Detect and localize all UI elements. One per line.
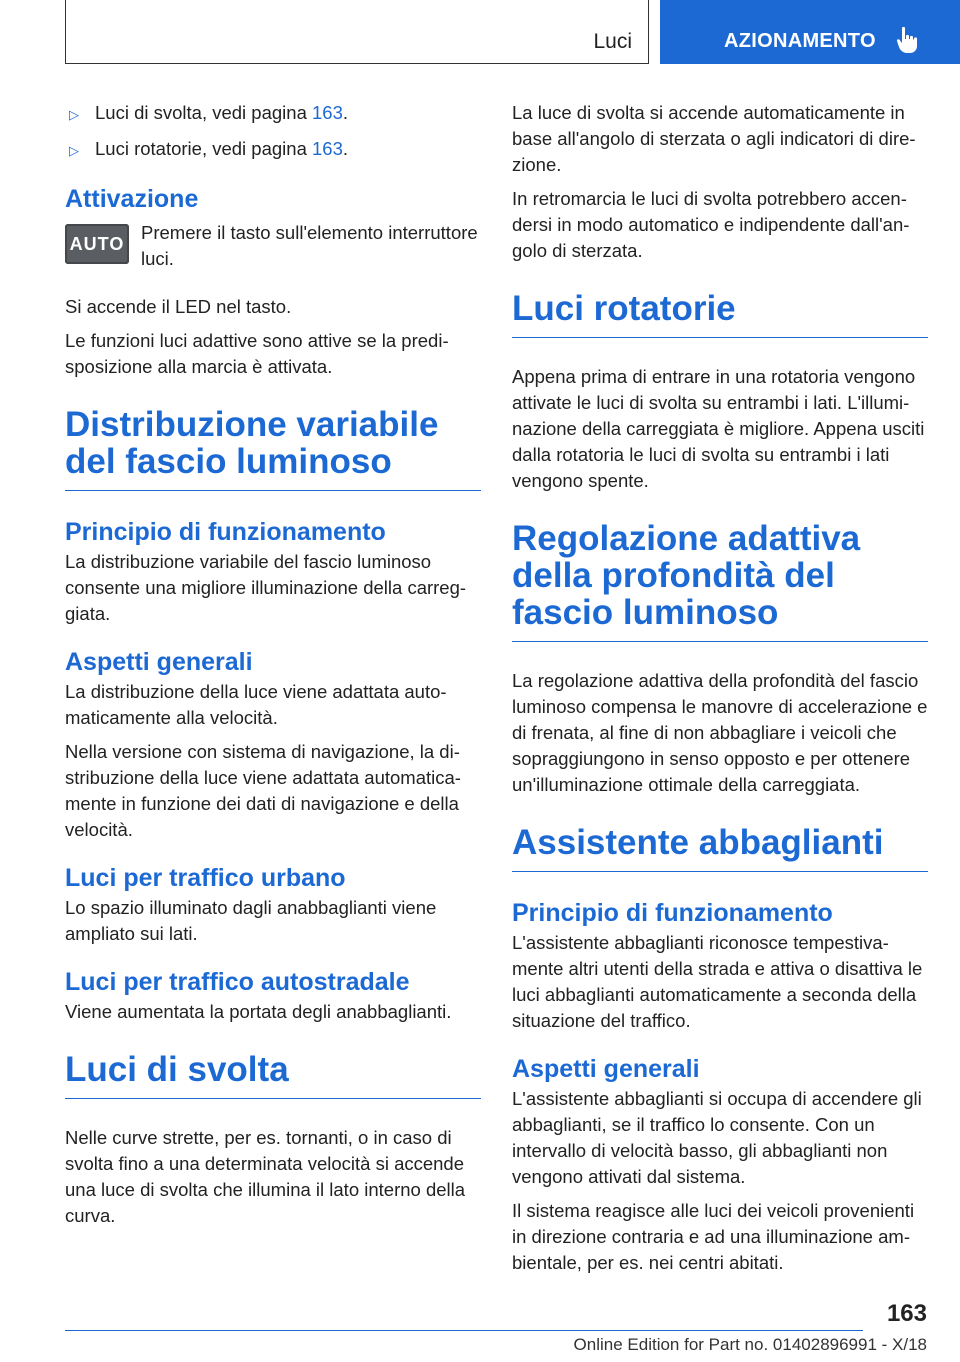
page-number: 163 xyxy=(886,1300,927,1327)
paragraph: Viene aumentata la portata degli anabbaglianti. xyxy=(65,1001,452,1022)
bullet-tail: . xyxy=(342,138,349,159)
heading-attivazione: Attivazione xyxy=(65,185,199,213)
heading-luci-di-svolta: Luci di svolta xyxy=(65,1051,481,1099)
paragraph: Si accende il LED nel tasto. xyxy=(65,296,292,317)
paragraph: Lo spazio illuminato dagli anabbaglianti viene ampliato sui lati. xyxy=(65,897,437,944)
paragraph: Nelle curve strette, per es. tornanti, o in caso di svolta fino a una determinata velocità si accende una luce di svolta che illumina il lato interno della curva. xyxy=(65,1127,466,1226)
left-column xyxy=(65,100,481,1237)
paragraph: La distribuzione della luce viene adattata automaticamente alla velocità. xyxy=(65,681,447,728)
triangle-bullet-icon: ▷ xyxy=(69,143,79,158)
bullet-text: Luci rotatorie, vedi pagina xyxy=(95,138,312,159)
chapter-tab-label: AZIONAMENTO xyxy=(724,30,876,52)
heading-assistente-abbaglianti: Assistente abbaglianti xyxy=(512,824,928,872)
heading-luci-rotatorie: Luci rotatorie xyxy=(512,290,928,338)
paragraph: Le funzioni luci adattive sono attive se la predisposizione alla marcia è attivata. xyxy=(65,330,449,377)
paragraph: Appena prima di entrare in una rotatoria vengono attivate le luci di svolta su entrambi i lati. L'illuminazione della carreggiata è migliore. Appena usciti dalla rotatoria le luci di svolta su entrambi i lati vengono spente. xyxy=(512,366,925,491)
paragraph: L'assistente abbaglianti si occupa di accendere gli abbaglianti, se il traffico lo consente. Con un intervallo di velocità basso, gli abbaglianti non vengono attivati dal sistema. xyxy=(512,1088,922,1187)
auto-button-icon: AUTO xyxy=(65,224,129,264)
heading-principio: Principio di funzionamento xyxy=(512,899,833,927)
section-title: Luci xyxy=(593,30,632,53)
heading-aspetti: Aspetti generali xyxy=(65,648,253,676)
paragraph: In retromarcia le luci di svolta potrebbero accendersi in modo automatico e indipendente dall'angolo di sterzata. xyxy=(512,188,910,261)
bullet-tail: . xyxy=(342,102,349,123)
paragraph: La distribuzione variabile del fascio luminoso consente una migliore illuminazione della carreggiata. xyxy=(65,551,467,624)
heading-autostradale: Luci per traffico autostradale xyxy=(65,968,410,996)
paragraph: Il sistema reagisce alle luci dei veicoli provenienti in direzione contraria e ad una illuminazione ambientale, per es. nei centri abitati. xyxy=(512,1200,915,1273)
auto-key-row xyxy=(65,220,481,280)
list-item xyxy=(65,136,481,162)
pointing-hand-icon xyxy=(896,26,922,54)
heading-aspetti: Aspetti generali xyxy=(512,1055,700,1083)
page-link[interactable]: 163 xyxy=(312,102,343,123)
triangle-bullet-icon: ▷ xyxy=(69,107,79,122)
paragraph: L'assistente abbaglianti riconosce tempestivamente altri utenti della strada e attiva o disattiva le luci abbaglianti automaticamente a seconda della situazione del traffico. xyxy=(512,932,923,1031)
footer-edition: Online Edition for Part no. 01402896991 - X/18 xyxy=(573,1335,927,1354)
heading-regolazione: Regolazione adattiva della profondità del fascio luminoso xyxy=(512,520,928,642)
heading-distribuzione: Distribuzione variabile del fascio luminoso xyxy=(65,406,481,491)
list-item xyxy=(65,100,481,126)
header-section-box xyxy=(65,0,649,64)
bullet-text: Luci di svolta, vedi pagina xyxy=(95,102,312,123)
page-link[interactable]: 163 xyxy=(312,138,343,159)
auto-key-text: Premere il tasto sull'elemento interruttore luci. xyxy=(141,222,478,269)
footer-divider xyxy=(65,1330,863,1331)
paragraph: La luce di svolta si accende automaticamente in base all'angolo di sterzata o agli indicatori di direzione. xyxy=(512,102,916,175)
heading-urbano: Luci per traffico urbano xyxy=(65,864,346,892)
paragraph: La regolazione adattiva della profondità del fascio luminoso compensa le manovre di accelerazione e di frenata, al fine di non abbagliare i veicoli che sopraggiungono in senso opposto e per ottenere un'illuminazione ottimale della carreggiata. xyxy=(512,670,928,795)
heading-principio: Principio di funzionamento xyxy=(65,518,386,546)
chapter-tab xyxy=(660,0,960,64)
paragraph: Nella versione con sistema di navigazione, la distribuzione della luce viene adattata automaticamente in funzione dei dati di navigazione e della velocità. xyxy=(65,741,461,840)
right-column xyxy=(512,100,928,1284)
